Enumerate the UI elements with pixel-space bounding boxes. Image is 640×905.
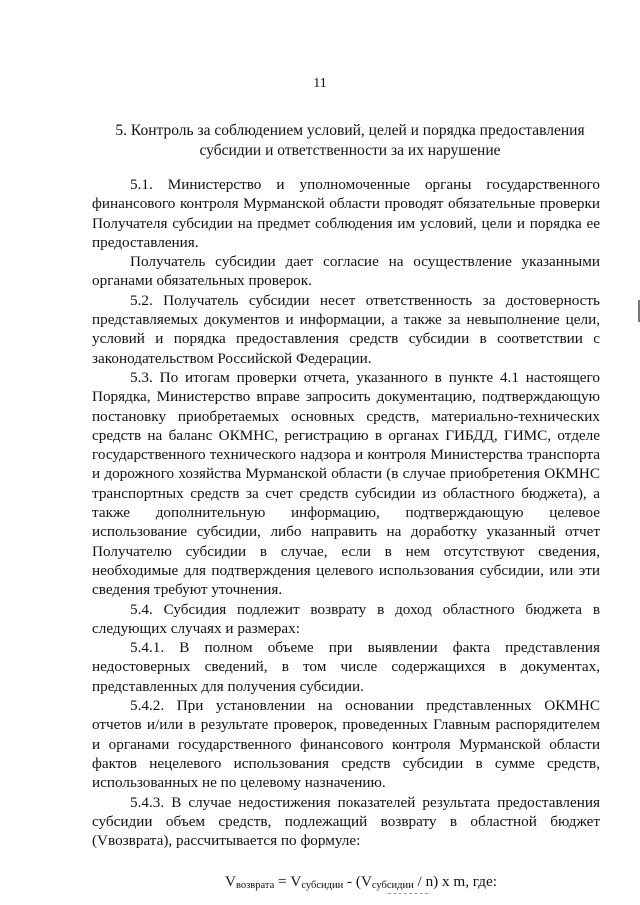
page-number: 11	[313, 76, 327, 91]
paragraph-5-4-1: 5.4.1. В полном объеме при выявлении факта представления недостоверных сведений, в том числе содержащихся в документах, представленных для получения субсидии.	[92, 639, 600, 695]
paragraph-5-4-3: 5.4.3. В случае недостижения показателей результата предоставления субсидии объем средств, подлежащий возврату в областной бюджет (Vвозврата), рассчитывается по формуле:	[92, 793, 600, 850]
paragraph-5-1: 5.1. Министерство и уполномоченные органы государственного финансового контроля Мурманской области проводят обязательные проверки Получателя субсидии на предмет соблюдения им условий, цели и порядка ее предоставления.	[92, 176, 600, 251]
paragraph-5-2: 5.2. Получатель субсидии несет ответственность за достоверность представляемых документов и информации, а также за невыполнение цели, условий и порядка предоставления средств субсидии в соответствии с законодательством Российской Федерации.	[92, 291, 600, 367]
paragraph-5-4-2: 5.4.2. При установлении на основании представленных ОКМНС отчетов и/или в результате проверок, проведенных Главным распорядителем и органами государственного финансового контроля Мурманской области фактов нецелевого использования средств субсидии в сумме средств, использованных не по целевому назначению.	[92, 697, 600, 792]
paragraph-5-3: 5.3. По итогам проверки отчета, указанного в пункте 4.1 настоящего Порядка, Министерство вправе запросить документацию, подтверждающую постановку приобретаемых основных средств, материально-технических средств на баланс ОКМНС, регистрацию в органах ГИБДД, ГИМС, отделе государственного технического надзора и контроля Министерства транспорта и дорожного хозяйства Мурманской области (в случае приобретения ОКМНС транспортных средств за счет средств субсидии из областного бюджета), а также дополнительную информацию, подтверждающую целевое использование субсидии, либо направить на доработку указанный отчет Получателю субсидии в случае, если в нем отсутствуют сведения, необходимые для подтверждения целевого использования субсидии, или эти сведения требуют уточнения.	[92, 368, 600, 599]
document-body	[92, 175, 600, 896]
section-heading-line-2: субсидии и ответственности за их нарушение	[199, 142, 501, 159]
paragraph-consent: Получатель субсидии дает согласие на осуществление указанными органами обязательных проверок.	[92, 253, 600, 290]
paragraph-5-4: 5.4. Субсидия подлежит возврату в доход областного бюджета в следующих случаях и размерах:	[92, 600, 600, 637]
scan-bottom-mark	[388, 893, 428, 895]
section-heading-line-1: 5. Контроль за соблюдением условий, целей и порядка предоставления	[115, 122, 585, 139]
section-heading	[80, 121, 620, 161]
return-formula: $V_{возврата} = V_{субсидии} - (V_{субсидии} / n)$ x m, где:	[225, 873, 497, 892]
